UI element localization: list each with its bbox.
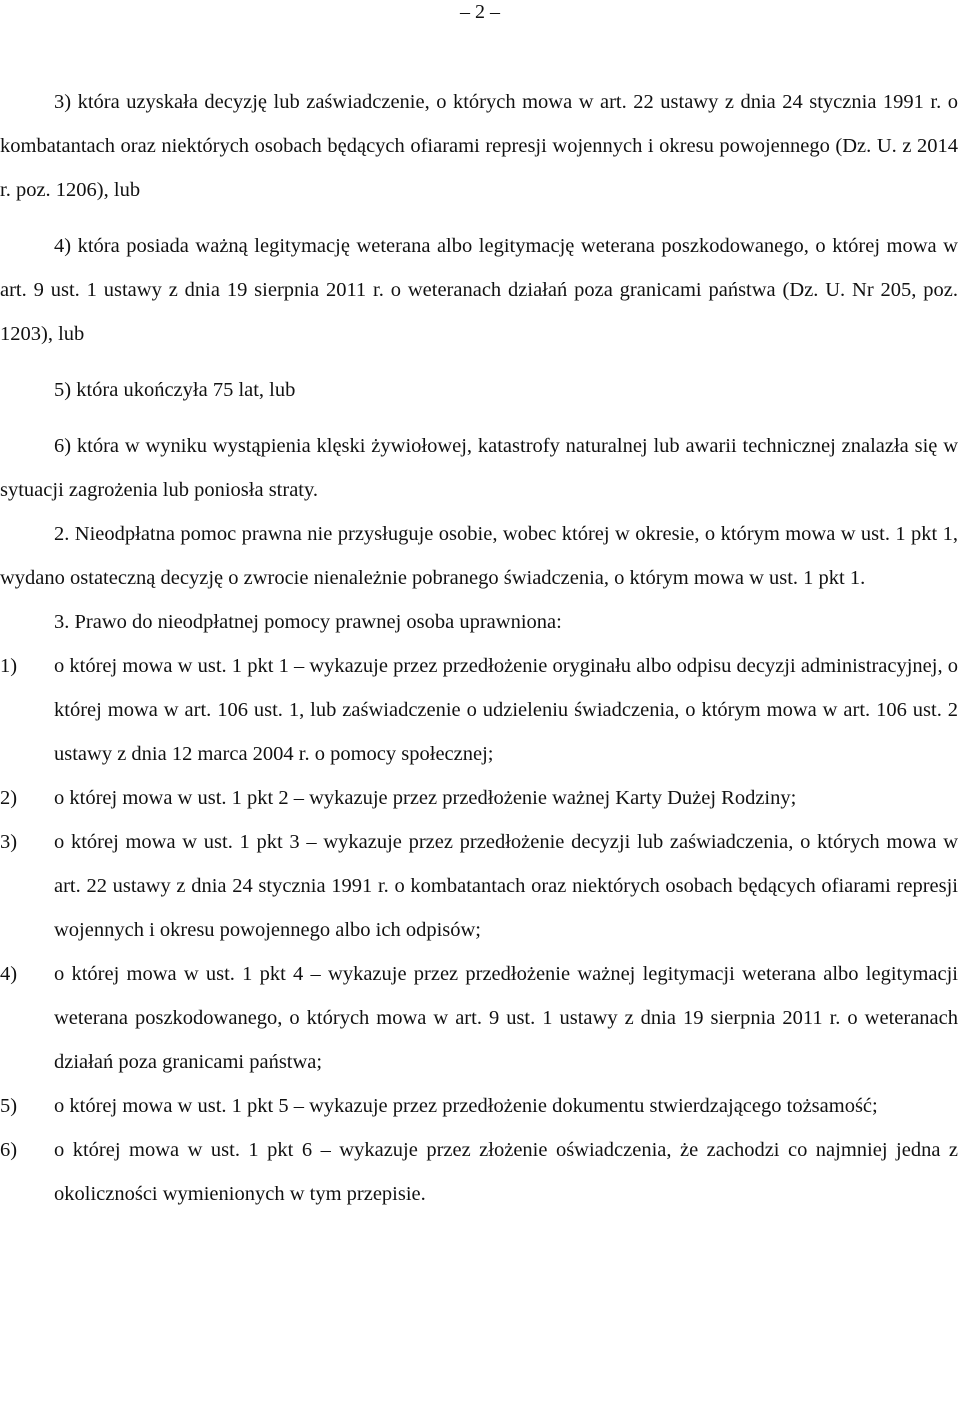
paragraph-item-4: 4) która posiada ważną legitymację weterana albo legitymację weterana poszkodowanego, o której mowa w art. 9 ust. 1 ustawy z dnia 19 sierpnia 2011 r. o weteranach działań poza granicami państwa (Dz. U. Nr 205, poz. 1203), lub xyxy=(0,235,958,345)
list-item-text: o której mowa w ust. 1 pkt 2 – wykazuje przez przedłożenie ważnej Karty Dużej Rodziny; xyxy=(54,787,797,809)
page-number: – 2 – xyxy=(460,1,500,23)
list-item-number: 5) xyxy=(0,1095,18,1117)
paragraph-item-3: 3) która uzyskała decyzję lub zaświadczenie, o których mowa w art. 22 ustawy z dnia 24 stycznia 1991 r. o kombatantach oraz niektórych osobach będących ofiarami represji wojennych i okresu powojennego (Dz. U. z 2014 r. poz. 1206), lub xyxy=(0,91,958,201)
list-item xyxy=(0,1084,958,1128)
list-item-text: o której mowa w ust. 1 pkt 6 – wykazuje przez złożenie oświadczenia, że zachodzi co najmniej jedna z okoliczności wymienionych w tym przepisie. xyxy=(54,1139,958,1205)
list-item xyxy=(0,1128,958,1216)
list-item-text: o której mowa w ust. 1 pkt 1 – wykazuje przez przedłożenie oryginału albo odpisu decyzji administracyjnej, o której mowa w art. 106 ust. 1, lub zaświadczenie o udzieleniu świadczenia, o którym mowa w art. 106 ust. 2 ustawy z dnia 12 marca 2004 r. o pomocy społecznej; xyxy=(54,655,958,765)
list-item-text: o której mowa w ust. 1 pkt 4 – wykazuje przez przedłożenie ważnej legitymacji weterana albo legitymacji weterana poszkodowanego, o których mowa w art. 9 ust. 1 ustawy z dnia 19 sierpnia 2011 r. o weteranach działań poza granicami państwa; xyxy=(54,963,958,1073)
list-item xyxy=(0,820,958,952)
paragraph-item-5: 5) która ukończyła 75 lat, lub xyxy=(54,379,296,401)
list-item-number: 1) xyxy=(0,655,18,677)
list-item xyxy=(0,952,958,1084)
list-item-text: o której mowa w ust. 1 pkt 5 – wykazuje przez przedłożenie dokumentu stwierdzającego tożsamość; xyxy=(54,1095,878,1117)
list-item-number: 4) xyxy=(0,963,18,985)
list-item-number: 2) xyxy=(0,787,18,809)
list-item-text: o której mowa w ust. 1 pkt 3 – wykazuje przez przedłożenie decyzji lub zaświadczenia, o których mowa w art. 22 ustawy z dnia 24 stycznia 1991 r. o kombatantach oraz niektórych osobach będących ofiarami represji wojennych i okresu powojennego albo ich odpisów; xyxy=(54,831,958,941)
list-item-number: 6) xyxy=(0,1139,18,1161)
paragraph-section-2: 2. Nieodpłatna pomoc prawna nie przysługuje osobie, wobec której w okresie, o którym mowa w ust. 1 pkt 1, wydano ostateczną decyzję o zwrocie nienależnie pobranego świadczenia, o którym mowa w ust. 1 pkt 1. xyxy=(0,523,958,589)
list-item xyxy=(0,776,958,820)
document-body xyxy=(0,80,958,1216)
list-item-number: 3) xyxy=(0,831,18,853)
paragraph-section-3: 3. Prawo do nieodpłatnej pomocy prawnej osoba uprawniona: xyxy=(54,611,562,633)
list-item xyxy=(0,644,958,776)
numbered-list xyxy=(0,644,958,1216)
paragraph-item-6: 6) która w wyniku wystąpienia klęski żywiołowej, katastrofy naturalnej lub awarii technicznej znalazła się w sytuacji zagrożenia lub poniosła straty. xyxy=(0,435,958,501)
